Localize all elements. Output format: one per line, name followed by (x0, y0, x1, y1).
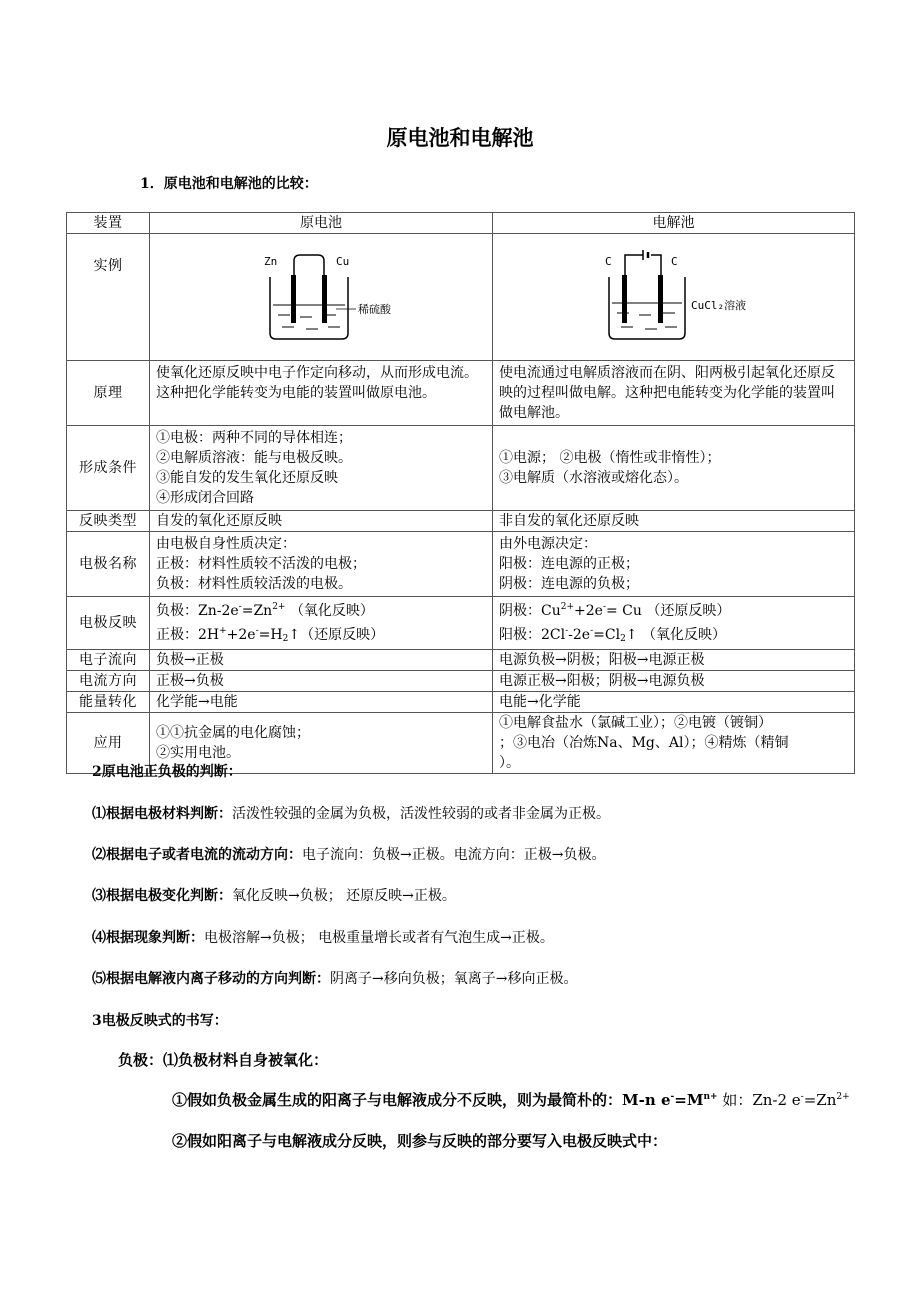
wire (294, 255, 324, 275)
galvanic-conditions (150, 426, 493, 511)
rule-item: ⑷根据现象判断：电极溶解→负极； 电极重量增长或者有气泡生成→正极。 (92, 930, 554, 946)
electrolytic-electrode-reaction (493, 597, 855, 650)
right-c-electrode-label: C (671, 255, 678, 268)
zn-electrode-label: Zn (264, 255, 278, 268)
solution-label: CuCl₂溶液 (691, 299, 747, 312)
list-item: ①电源； ②电极（惰性或非惰性）； (499, 450, 721, 466)
table-row-electrode-name (67, 532, 855, 597)
table-row-current-flow (67, 671, 855, 692)
right-c-electrode (658, 275, 663, 323)
list-item: ①①抗金属的电化腐蚀； (156, 725, 310, 741)
list-item: ③能自发的发生氧化还原反映 (156, 470, 338, 486)
negative-electrode-line: 负极：⑴负极材料自身被氧化： (118, 1051, 329, 1069)
table-row-electron-flow (67, 650, 855, 671)
table-row-energy (67, 692, 855, 713)
label-conditions: 形成条件 (67, 426, 150, 511)
rule-item: ⑴根据电极材料判断：活泼性较强的金属为负极，活泼性较弱的或者非金属为正极。 (92, 806, 610, 822)
galvanic-energy: 化学能→电能 (150, 692, 493, 713)
section-2-heading: 2原电池正负极的判断： (92, 764, 242, 780)
rule-item: ⑶根据电极变化判断：氧化反映→负极； 还原反映→正极。 (92, 888, 456, 904)
list-item: 负极：材料性质较活泼的电极。 (156, 576, 352, 592)
comparison-table (66, 212, 855, 774)
electrolytic-electrode-name (493, 532, 855, 597)
section-3-heading: 3电极反映式的书写： (92, 1013, 228, 1029)
table-row-principle (67, 361, 855, 426)
list-item: 阴极：连电源的负极； (499, 576, 639, 592)
galvanic-cell-diagram (256, 247, 456, 347)
list-item: 正极：材料性质较不活泼的电极； (156, 556, 366, 572)
galvanic-electron-flow: 负极→正极 (150, 650, 493, 671)
galvanic-reaction-type: 自发的氧化还原反映 (150, 511, 493, 532)
header-device: 装置 (67, 213, 150, 234)
electrolytic-cell-diagram (599, 247, 799, 347)
cathode-reaction: 阴极：$Cu^{2+}+2e^-= Cu$ （还原反映） (499, 602, 731, 619)
electrolytic-application (493, 713, 855, 774)
rule-2: ②假如阳离子与电解液成分反映，则参与反映的部分要写入电极反映式中： (172, 1132, 668, 1150)
solution-label: 稀硫酸 (358, 303, 391, 316)
list-item: ①电解食盐水（氯碱工业）；②电镀（镀铜） (499, 715, 772, 731)
galvanic-electrode-reaction (150, 597, 493, 650)
left-c-electrode-label: C (605, 255, 612, 268)
electrolytic-principle: 使电流通过电解质溶液而在阴、阳两极引起氧化还原反映的过程叫做电解。这种把电能转变为化学能的装置叫做电解池。 (493, 361, 855, 426)
label-example: 实例 (67, 234, 150, 361)
left-c-electrode (622, 275, 627, 323)
list-item: ②实用电池。 (156, 745, 240, 761)
galvanic-electrode-name (150, 532, 493, 597)
table-header-row (67, 213, 855, 234)
beaker (270, 277, 348, 339)
negative-reaction: 负极：$Zn-2e^-=Zn^{2+}$ （氧化反映） (156, 602, 374, 619)
list-item: ③电解质（水溶液或熔化态）。 (499, 470, 688, 486)
list-item: ；③电冶（冶炼Na、Mg、Al）；④精炼（精铜 (499, 735, 789, 751)
list-item: 由外电源决定： (499, 536, 597, 552)
list-item: 由电极自身性质决定： (156, 536, 296, 552)
electrolytic-conditions (493, 426, 855, 511)
label-principle: 原理 (67, 361, 150, 426)
galvanic-diagram-cell (150, 234, 493, 361)
zn-electrode (291, 275, 296, 323)
table-row-reaction-type (67, 511, 855, 532)
cu-electrode-label: Cu (336, 255, 350, 268)
label-reaction-type: 反映类型 (67, 511, 150, 532)
table-row-electrode-reaction (67, 597, 855, 650)
table-row-conditions (67, 426, 855, 511)
label-electron-flow: 电子流向 (67, 650, 150, 671)
electrolytic-reaction-type: 非自发的氧化还原反映 (493, 511, 855, 532)
anode-reaction: 阳极：$2Cl^--2e^-=Cl_2↑$ （氧化反映） (499, 626, 726, 644)
galvanic-principle: 使氧化还原反映中电子作定向移动，从而形成电流。这种把化学能转变为电能的装置叫做原电池。 (150, 361, 493, 426)
section-1-heading: 1．原电池和电解池的比较： (140, 176, 318, 192)
rule-1: ①假如负极金属生成的阳离子与电解液成分不反映，则为最简朴的：M-n $e^-=M^{n+}$ 如：Zn-2 $e^-=Zn^{2+}$ (172, 1091, 850, 1109)
table-row-example (67, 234, 855, 361)
list-item: ①电极：两种不同的导体相连； (156, 430, 352, 446)
list-item: ）。 (499, 755, 520, 771)
label-electrode-reaction: 电极反映 (67, 597, 150, 650)
header-electrolytic: 电解池 (493, 213, 855, 234)
beaker (609, 277, 685, 339)
list-item: ④形成闭合回路 (156, 490, 254, 506)
electrolytic-diagram-cell (493, 234, 855, 361)
electrolytic-energy: 电能→化学能 (493, 692, 855, 713)
label-current-flow: 电流方向 (67, 671, 150, 692)
label-energy: 能量转化 (67, 692, 150, 713)
rule-item: ⑵根据电子或者电流的流动方向：电子流向：负极→正极。电流方向：正极→负极。 (92, 847, 606, 863)
rule-item: ⑸根据电解液内离子移动的方向判断：阴离子→移向负极；氧离子→移向正极。 (92, 971, 578, 987)
electrolytic-current-flow: 电源正极→阳极；阴极→电源负极 (493, 671, 855, 692)
label-electrode-name: 电极名称 (67, 532, 150, 597)
cu-electrode (322, 275, 327, 323)
list-item: ②电解质溶液：能与电极反映。 (156, 450, 352, 466)
label-application: 应用 (67, 713, 150, 774)
positive-reaction: 正极：$2H^++2e^-=H_2↑$（还原反映） (156, 626, 385, 644)
page-title: 原电池和电解池 (386, 125, 534, 150)
electrolytic-electron-flow: 电源负极→阴极；阳极→电源正极 (493, 650, 855, 671)
header-galvanic: 原电池 (150, 213, 493, 234)
galvanic-current-flow: 正极→负极 (150, 671, 493, 692)
list-item: 阳极：连电源的正极； (499, 556, 639, 572)
